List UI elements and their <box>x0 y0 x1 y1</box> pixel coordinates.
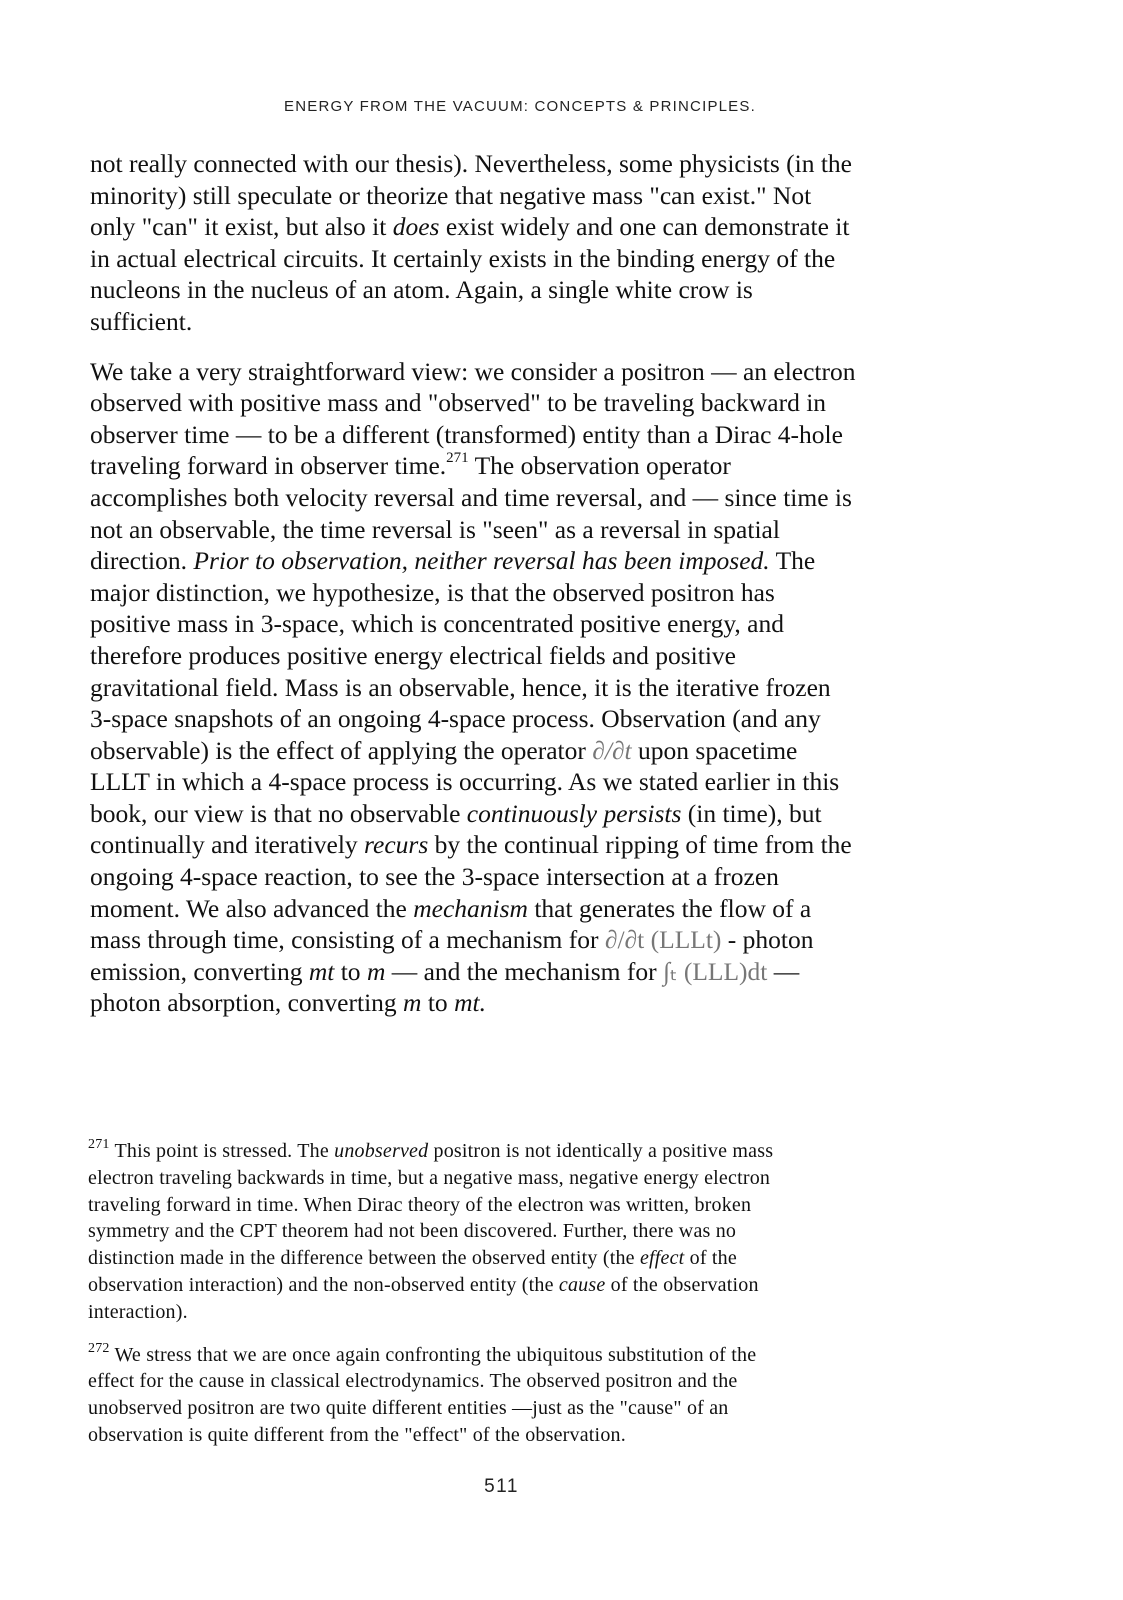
emphasis-unobserved: unobserved <box>334 1140 429 1162</box>
text-line: We take a very straightforward view: we consider a positron — an electron <box>90 356 856 386</box>
text-run: This point is stressed. The <box>109 1140 335 1162</box>
text-run: only "can" it exist, but also it <box>90 212 393 242</box>
paragraph-spacer <box>90 338 940 356</box>
text-line <box>90 956 940 988</box>
emphasis-mt: mt <box>308 956 335 986</box>
text-run: book, our view is that no observable <box>90 798 467 828</box>
text-line <box>90 893 940 925</box>
text-line: in actual electrical circuits. It certainly exists in the binding energy of the <box>90 243 836 273</box>
footnote-line: symmetry and the CPT theorem had not been discovered. Further, there was no <box>88 1220 737 1243</box>
text-line <box>90 829 940 861</box>
text-run: We stress that we are once again confronting the ubiquitous substitution of the <box>109 1343 757 1366</box>
footnote-272 <box>88 1342 948 1449</box>
footnote-number: 272 <box>88 1340 110 1356</box>
text-run: photon absorption, converting <box>90 988 404 1018</box>
text-run: to <box>421 988 455 1018</box>
footnote-number: 271 <box>88 1137 110 1152</box>
derivative-expression: ∂/∂t (LLLt) <box>604 925 722 955</box>
emphasis-continuously-persists: continuously persists <box>466 798 682 828</box>
text-line <box>90 545 940 577</box>
text-line: minority) still speculate or theorize that negative mass "can exist." Not <box>90 180 812 210</box>
footnote-line: electron traveling backwards in time, but a negative mass, negative energy electron <box>88 1166 771 1189</box>
text-run: The <box>769 546 816 576</box>
text-run: exist widely and one can demonstrate it <box>439 212 850 242</box>
emphasis-does: does <box>392 212 440 242</box>
emphasis-m: m <box>403 988 422 1018</box>
text-line <box>90 735 940 767</box>
text-line: 3-space snapshots of an ongoing 4-space process. Observation (and any <box>90 704 821 734</box>
emphasis-effect: effect <box>639 1247 685 1270</box>
footnote-271 <box>88 1138 948 1326</box>
body-text <box>90 148 940 1019</box>
text-run: distinction made in the difference between the observed entity (the <box>88 1247 640 1270</box>
footnote-line: observation is quite different from the "effect" of the observation. <box>88 1423 626 1446</box>
running-head: ENERGY FROM THE VACUUM: CONCEPTS & PRINCIPLES. <box>284 98 756 115</box>
text-run: continually and iteratively <box>90 830 365 860</box>
text-run: emission, converting <box>90 956 309 986</box>
text-line: gravitational field. Mass is an observable, hence, it is the iterative frozen <box>90 672 831 702</box>
emphasis-prior-to-observation: Prior to observation, neither reversal has been imposed. <box>193 546 770 576</box>
text-run: by the continual ripping of time from the <box>428 830 852 860</box>
paragraph-2 <box>90 356 940 1019</box>
text-line: ongoing 4-space reaction, to see the 3-space intersection at a frozen <box>90 862 779 892</box>
text-run: upon spacetime <box>631 735 798 765</box>
text-line: observed with positive mass and "observed" to be traveling backward in <box>90 388 827 418</box>
text-run: positron is not identically a positive mass <box>428 1140 774 1162</box>
text-run: observation interaction) and the non-observed entity (the <box>88 1273 559 1296</box>
text-line <box>90 450 940 482</box>
text-run: direction. <box>90 546 194 576</box>
text-run: The observation operator <box>468 451 731 481</box>
text-line: positive mass in 3-space, which is concentrated positive energy, and <box>90 609 784 639</box>
emphasis-mt: mt. <box>454 988 486 1018</box>
footnote-line: interaction). <box>88 1300 188 1323</box>
footnote-line <box>88 1342 948 1369</box>
text-line <box>90 798 940 830</box>
page-number: 511 <box>484 1476 519 1497</box>
text-line: not really connected with our thesis). Nevertheless, some physicists (in the <box>90 149 852 178</box>
footnote-line: traveling forward in time. When Dirac theory of the electron was written, broken <box>88 1193 752 1216</box>
text-run: mass through time, consisting of a mechanism for <box>90 925 605 955</box>
footnote-line <box>88 1138 948 1165</box>
partial-derivative-operator: ∂/∂t <box>592 735 632 765</box>
text-line <box>90 924 940 956</box>
text-run: traveling forward in observer time. <box>90 451 447 481</box>
text-line: nucleons in the nucleus of an atom. Again, a single white crow is <box>90 275 753 305</box>
text-line <box>90 987 940 1019</box>
text-line: observer time — to be a different (transformed) entity than a Dirac 4-hole <box>90 419 843 449</box>
text-run: moment. We also advanced the <box>90 893 414 923</box>
text-run: observable) is the effect of applying the operator <box>90 735 593 765</box>
footnote-line <box>88 1272 948 1299</box>
text-line: major distinction, we hypothesize, is that the observed positron has <box>90 577 775 607</box>
text-run: (in time), but <box>681 798 822 828</box>
footnote-spacer <box>88 1326 948 1342</box>
footnote-ref-271[interactable]: 271 <box>446 450 469 467</box>
text-line: sufficient. <box>90 306 193 336</box>
text-run: of the observation <box>605 1273 759 1296</box>
emphasis-recurs: recurs <box>364 830 429 860</box>
emphasis-mechanism: mechanism <box>413 893 528 923</box>
text-run: — <box>767 956 800 986</box>
text-line <box>90 211 940 243</box>
text-line: LLLT in which a 4-space process is occurring. As we stated earlier in this <box>90 767 840 797</box>
text-run: of the <box>684 1247 737 1270</box>
footnote-line: unobserved positron are two quite different entities —just as the "cause" of an <box>88 1397 729 1420</box>
footnote-line <box>88 1245 948 1272</box>
text-run: — and the mechanism for <box>385 956 663 986</box>
footnote-line: effect for the cause in classical electrodynamics. The observed positron and the <box>88 1370 738 1393</box>
paragraph-1 <box>90 148 940 338</box>
emphasis-m: m <box>366 956 386 986</box>
footnotes <box>88 1138 948 1449</box>
text-line: therefore produces positive energy electrical fields and positive <box>90 640 736 670</box>
integral-expression: ∫ₜ (LLL)dt <box>662 956 768 986</box>
text-run: - photon <box>721 925 814 955</box>
emphasis-cause: cause <box>558 1273 606 1296</box>
text-line: not an observable, the time reversal is "seen" as a reversal in spatial <box>90 514 780 544</box>
text-line: accomplishes both velocity reversal and time reversal, and — since time is <box>90 482 852 512</box>
text-run: to <box>334 956 367 986</box>
text-run: that generates the flow of a <box>527 893 812 923</box>
